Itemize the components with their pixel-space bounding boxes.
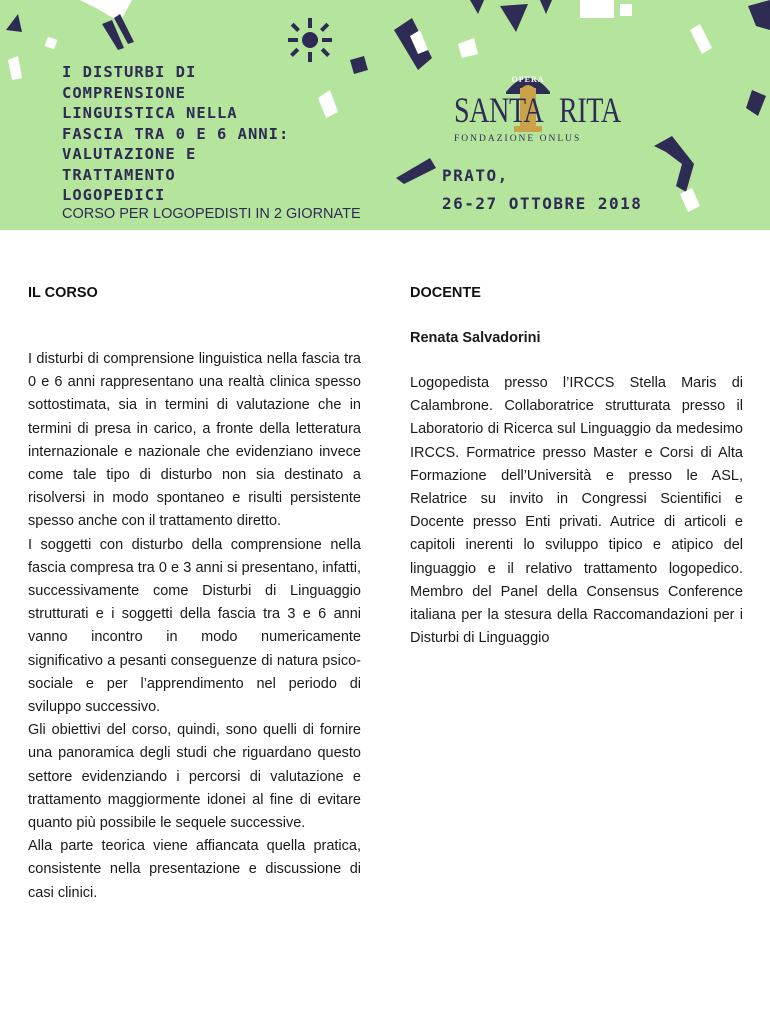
white-tail-mark [680, 188, 700, 212]
navy-kite-mark [394, 18, 432, 70]
white-box-mark [458, 38, 478, 58]
logo-brand [454, 90, 621, 130]
teacher-name: Renata Salvadorini [410, 330, 541, 346]
navy-small-diamond [470, 0, 484, 14]
white-tile-mark [580, 0, 614, 18]
title-line: FASCIA TRA 0 E 6 ANNI: [62, 124, 290, 143]
course-section [28, 282, 361, 905]
white-square-mark [45, 37, 58, 50]
santa-rita-logo [448, 70, 621, 150]
logo-brand-right: RITA [559, 90, 621, 130]
white-dot-mark [620, 4, 632, 16]
course-description [28, 348, 361, 905]
white-flame-mark [318, 90, 338, 118]
course-paragraph: Alla parte teorica viene affiancata quella pratica, consistente nella presentazione e discussione di casi clinici. [28, 838, 361, 901]
teacher-section [410, 282, 743, 650]
navy-pointer-mark [396, 158, 436, 184]
logo-brand-left: SANTA [454, 90, 544, 130]
white-brush-mark [80, 0, 132, 22]
navy-curl-mark [654, 136, 694, 192]
title-line: LOGOPEDICI [62, 186, 166, 204]
navy-stroke-mark [350, 56, 368, 74]
logo-tagline: FONDAZIONE ONLUS [454, 134, 582, 144]
course-paragraph: I soggetti con disturbo della comprensione nella fascia compresa tra 0 e 3 anni si presentano, infatti, successivamente come Disturbi di Linguaggio strutturati e i soggetti della fascia tra 3 e 6 anni vanno incontro in modo numericamente significativo a pesanti conseguenze di natura psico-sociale e per l’apprendimento nel periodo di sviluppo successivo. [28, 536, 361, 716]
course-title [62, 62, 302, 206]
course-paragraph: Gli obiettivi del corso, quindi, sono quelli di fornire una panoramica degli studi che riguardano questo settore evidenziando i percorsi di valutazione e trattamento maggiormente idonei al fine di evitare quanto più possibile le sequele successive. [28, 722, 361, 832]
event-city: PRATO, [442, 166, 509, 185]
course-subtitle: CORSO PER LOGOPEDISTI IN 2 GIORNATE [62, 206, 361, 222]
navy-arrow-mark [500, 4, 528, 32]
sun-icon [288, 18, 332, 62]
teacher-bio: Logopedista presso l’IRCCS Stella Maris di Calambrone. Collaboratrice strutturata presso il Laboratorio di Ricerca sul Linguaggio da medesimo IRCCS. Formatrice presso Master e Corsi di Alta Formazione dell’Università e presso le ASL, Relatrice su invito in Congressi Scientifici e Docente presso Enti privati. Autrice di articoli e capitoli inerenti lo sviluppo tipico e atipico del linguaggio e il relativo trattamento logopedico. Membro del Panel della Consensus Conference italiana per la stesura della Raccomandazioni per i Disturbi di Linguaggio [410, 375, 743, 647]
title-line: TRATTAMENTO [62, 165, 176, 184]
white-leaf-mark [8, 56, 22, 80]
header-banner [0, 0, 770, 230]
white-pencil-mark [690, 24, 712, 54]
teacher-heading: DOCENTE [410, 285, 481, 301]
event-info [442, 162, 642, 218]
navy-triangle-mark [6, 14, 22, 32]
navy-drop-mark [746, 90, 766, 116]
title-line: COMPRENSIONE [62, 83, 186, 102]
title-line: LINGUISTICA NELLA [62, 104, 238, 122]
title-line: I DISTURBI DI [62, 63, 197, 81]
title-line: VALUTAZIONE E [62, 145, 197, 163]
logo-top-word: OPERA [511, 75, 545, 84]
course-heading: IL CORSO [28, 285, 98, 301]
event-dates: 26-27 OTTOBRE 2018 [442, 194, 643, 213]
white-comb-icon [102, 14, 134, 50]
navy-check-mark [540, 0, 552, 14]
course-paragraph: I disturbi di comprensione linguistica nella fascia tra 0 e 6 anni rappresentano una realtà clinica spesso sottostimata, sia in termini di valutazione che in termini di presa in carico, a fronte della letteratura internazionale e nazionale che evidenziano invece come tale tipo di disturbo non sia destinato a risolversi in modo spontaneo e risulti persistente spesso anche con il trattamento diretto. [28, 351, 361, 530]
navy-right-edge-mark [748, 0, 770, 30]
